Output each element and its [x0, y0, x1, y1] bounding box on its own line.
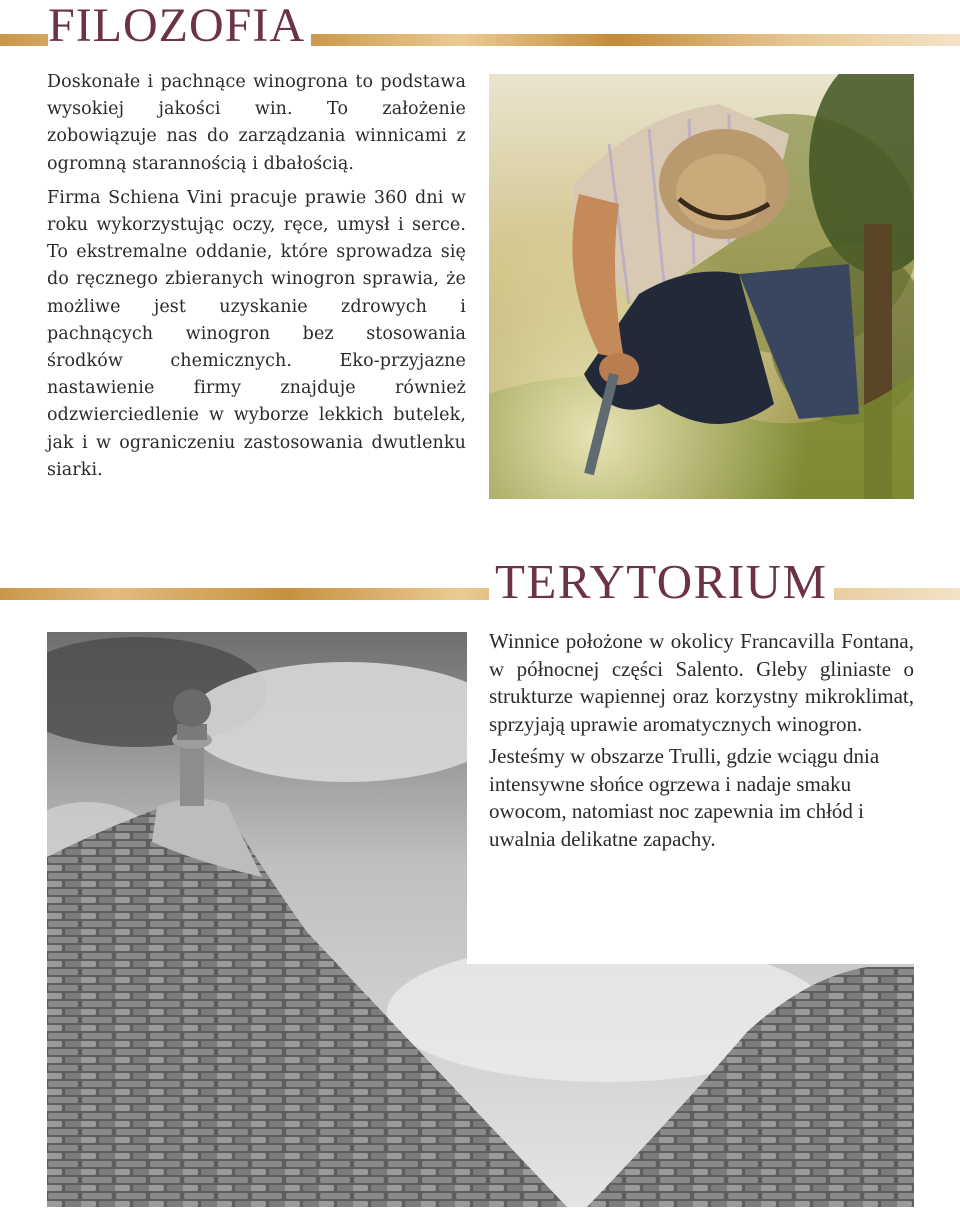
terytorium-heading: TERYTORIUM [489, 557, 834, 606]
vineyard-worker-photo [489, 74, 914, 499]
filozofia-text [47, 69, 466, 484]
terytorium-paragraph-1: Winnice położone w okolicy Francavilla Fontana, w północnej części Salento. Gleby gliniaste o strukturze wapiennej oraz korzystny mikroklimat, sprzyjają uprawie aromatycznych winogron. [489, 629, 914, 736]
terytorium-paragraph-2: Jesteśmy w obszarze Trulli, gdzie wciągu dnia intensywne słońce ogrzewa i nadaje smaku owocom, natomiast noc zapewnia im chłód i uwalnia delikatne zapachy. [489, 744, 880, 851]
filozofia-paragraph-1: Doskonałe i pachnące winogrona to podstawa wysokiej jakości win. To założenie zobowiązuje nas do zarządzania winnicami z ogromną starannością i dbałością. [47, 72, 466, 174]
filozofia-paragraph-2: Firma Schiena Vini pracuje prawie 360 dni w roku wykorzystując oczy, ręce, umysł i serce. To ekstremalne oddanie, które sprowadza się do ręcznego zbieranych winogron sprawia, że możliwe jest uzyskanie zdrowych i pachnących winogron bez stosowania środków chemicznych. Eko-przyjazne nastawienie firmy znajduje również odzwierciedlenie w wyborze lekkich butelek, jak i w ograniczeniu zastosowania dwutlenku siarki. [47, 187, 466, 480]
filozofia-heading: FILOZOFIA [48, 2, 311, 50]
terytorium-text [489, 628, 914, 853]
